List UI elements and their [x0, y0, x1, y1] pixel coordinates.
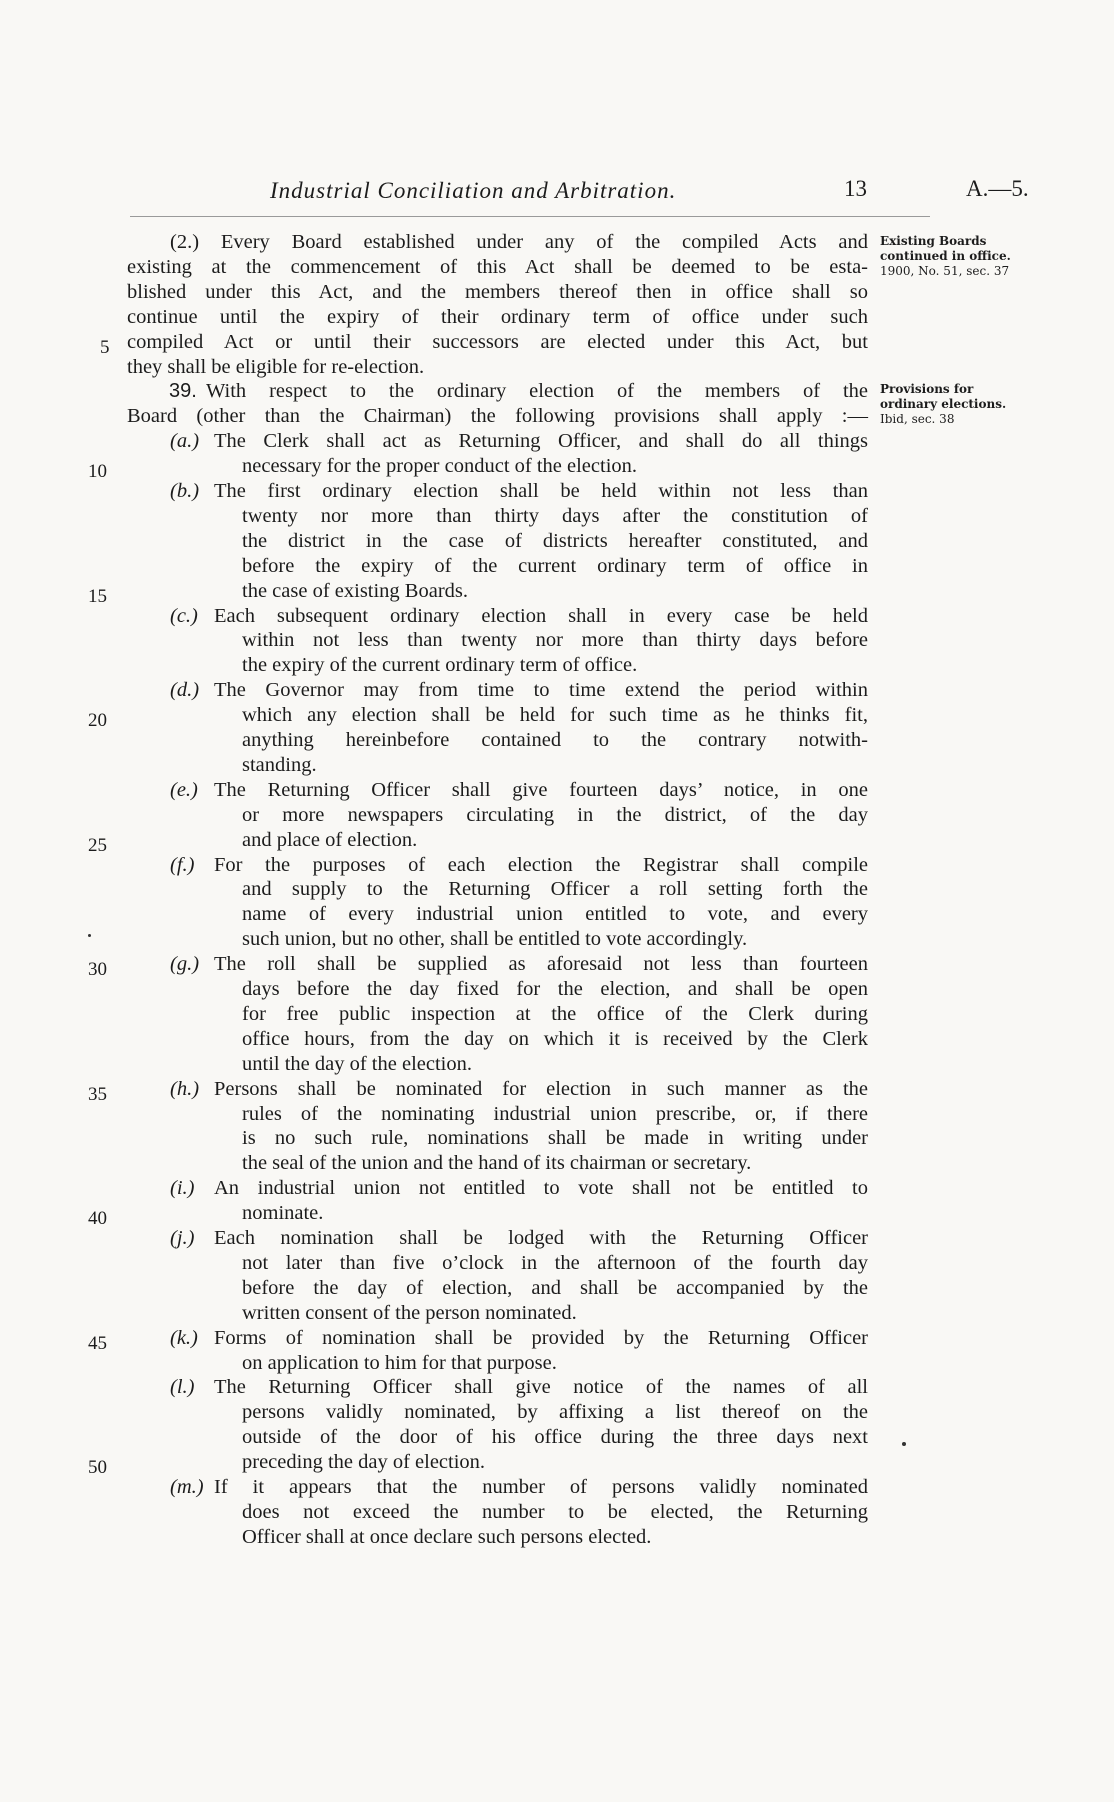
line-number: 10 [88, 461, 107, 483]
clause-line: rules of the nominating industrial union prescribe, or, if there [242, 1102, 868, 1125]
line-number: 35 [88, 1083, 107, 1105]
clause-line: For the purposes of each election the Registrar shall compile [214, 853, 868, 876]
margin-note-line: continued in office. [880, 249, 1011, 263]
paragraph-line: blished under this Act, and the members thereof then in office shall so [127, 280, 868, 303]
clause-line: Forms of nomination shall be provided by the Returning Officer [214, 1326, 868, 1349]
clause-label: (a.) [170, 430, 200, 453]
line-number: 20 [88, 710, 107, 732]
paragraph-line: (2.) Every Board established under any of the compiled Acts and [170, 231, 868, 253]
clause-line: outside of the door of his office during the three days next [242, 1426, 868, 1449]
clause-line: the district in the case of districts hereafter constituted, and [242, 529, 868, 552]
clause-line: The Governor may from time to time extend the period within [214, 679, 868, 702]
clause-line: twenty nor more than thirty days after the constitution of [242, 504, 868, 527]
clause-line: office hours, from the day on which it is received by the Clerk [242, 1027, 868, 1050]
clause-line: An industrial union not entitled to vote shall not be entitled to [214, 1177, 868, 1200]
clause-label: (m.) [170, 1476, 204, 1498]
line-number: 25 [88, 834, 107, 856]
header-rule [130, 216, 930, 217]
clause-line: Persons shall be nominated for election in such manner as the [214, 1077, 868, 1100]
clause-label: (j.) [170, 1227, 195, 1249]
clause-label: (k.) [170, 1326, 198, 1349]
clause-line: is no such rule, nominations shall be made in writing under [242, 1127, 868, 1150]
clause-line: standing. [242, 753, 317, 776]
clause-line: anything hereinbefore contained to the contrary notwith- [242, 729, 868, 751]
clause-line: before the day of election, and shall be accompanied by the [242, 1276, 868, 1299]
clause-line: which any election shall be held for such time as he thinks fit, [242, 704, 868, 727]
clause-line: Officer shall at once declare such persons elected. [242, 1525, 652, 1548]
clause-line: preceding the day of election. [242, 1451, 486, 1474]
clause-line: and supply to the Returning Officer a roll setting forth the [242, 878, 868, 901]
margin-note-line: 1900, No. 51, sec. 37 [880, 264, 1010, 278]
paragraph-line: compiled Act or until their successors are elected under this Act, but [127, 330, 868, 353]
clause-line: such union, but no other, shall be entitled to vote accordingly. [242, 928, 748, 951]
ink-speck [902, 1442, 906, 1446]
clause-line: the expiry of the current ordinary term of office. [242, 654, 638, 677]
section-line: Board (other than the Chairman) the following provisions shall apply :— [127, 405, 868, 428]
clause-line: within not less than twenty nor more than thirty days before [242, 629, 868, 652]
line-number: 40 [88, 1208, 107, 1230]
section-line: With respect to the ordinary election of the members of the [206, 380, 868, 403]
clause-line: and place of election. [242, 828, 418, 851]
margin-note-line: Provisions for [880, 382, 974, 396]
clause-label: (i.) [170, 1177, 195, 1200]
section-number: 39. [169, 380, 197, 403]
margin-note-line: Existing Boards [880, 234, 987, 248]
clause-label: (h.) [170, 1077, 200, 1100]
clause-line: the case of existing Boards. [242, 579, 469, 602]
clause-label: (e.) [170, 778, 198, 801]
clause-line: the seal of the union and the hand of its chairman or secretary. [242, 1152, 752, 1175]
clause-line: days before the day fixed for the election, and shall be open [242, 978, 868, 1000]
clause-line: If it appears that the number of persons validly nominated [214, 1476, 868, 1498]
clause-line: name of every industrial union entitled to vote, and every [242, 903, 868, 926]
margin-note-line: Ibid, sec. 38 [880, 412, 955, 426]
clause-line: necessary for the proper conduct of the election. [242, 455, 638, 478]
paragraph-line: they shall be eligible for re-election. [127, 355, 425, 378]
clause-line: The Clerk shall act as Returning Officer, and shall do all things [214, 430, 868, 453]
margin-note-line: ordinary elections. [880, 397, 1007, 411]
line-number: 30 [88, 959, 107, 981]
clause-line: The roll shall be supplied as aforesaid not less than fourteen [214, 953, 868, 976]
page-number: 13 [844, 176, 867, 201]
clause-line: on application to him for that purpose. [242, 1351, 557, 1374]
clause-label: (l.) [170, 1376, 195, 1399]
clause-line: or more newspapers circulating in the district, of the day [242, 803, 868, 826]
clause-line: for free public inspection at the office of the Clerk during [242, 1002, 868, 1025]
clause-line: does not exceed the number to be elected, the Returning [242, 1500, 868, 1523]
clause-line: not later than five o’clock in the afternoon of the fourth day [242, 1251, 868, 1274]
clause-label: (f.) [170, 853, 195, 876]
clause-line: The Returning Officer shall give notice of the names of all [214, 1376, 868, 1399]
line-number: 15 [88, 585, 107, 607]
clause-line: persons validly nominated, by affixing a list thereof on the [242, 1401, 868, 1424]
paper-reference: A.—5. [966, 176, 1029, 201]
line-number: 45 [88, 1332, 107, 1354]
clause-line: Each subsequent ordinary election shall in every case be held [214, 604, 868, 627]
clause-line: until the day of the election. [242, 1052, 472, 1075]
clause-label: (b.) [170, 480, 200, 502]
clause-label: (g.) [170, 953, 200, 976]
clause-line: written consent of the person nominated. [242, 1301, 577, 1324]
clause-line: The Returning Officer shall give fourteen days’ notice, in one [214, 778, 868, 801]
clause-line: Each nomination shall be lodged with the Returning Officer [214, 1227, 868, 1249]
clause-label: (d.) [170, 679, 200, 702]
paragraph-line: existing at the commencement of this Act shall be deemed to be esta- [127, 255, 868, 278]
line-number: 50 [88, 1457, 107, 1479]
paragraph-line: continue until the expiry of their ordinary term of office under such [127, 305, 868, 328]
ink-speck [88, 934, 91, 937]
clause-line: The first ordinary election shall be held within not less than [214, 480, 868, 502]
clause-line: before the expiry of the current ordinary term of office in [242, 554, 868, 577]
clause-line: nominate. [242, 1202, 324, 1225]
clause-label: (c.) [170, 604, 198, 627]
running-title: Industrial Conciliation and Arbitration. [270, 178, 677, 203]
line-number: 5 [100, 336, 110, 358]
